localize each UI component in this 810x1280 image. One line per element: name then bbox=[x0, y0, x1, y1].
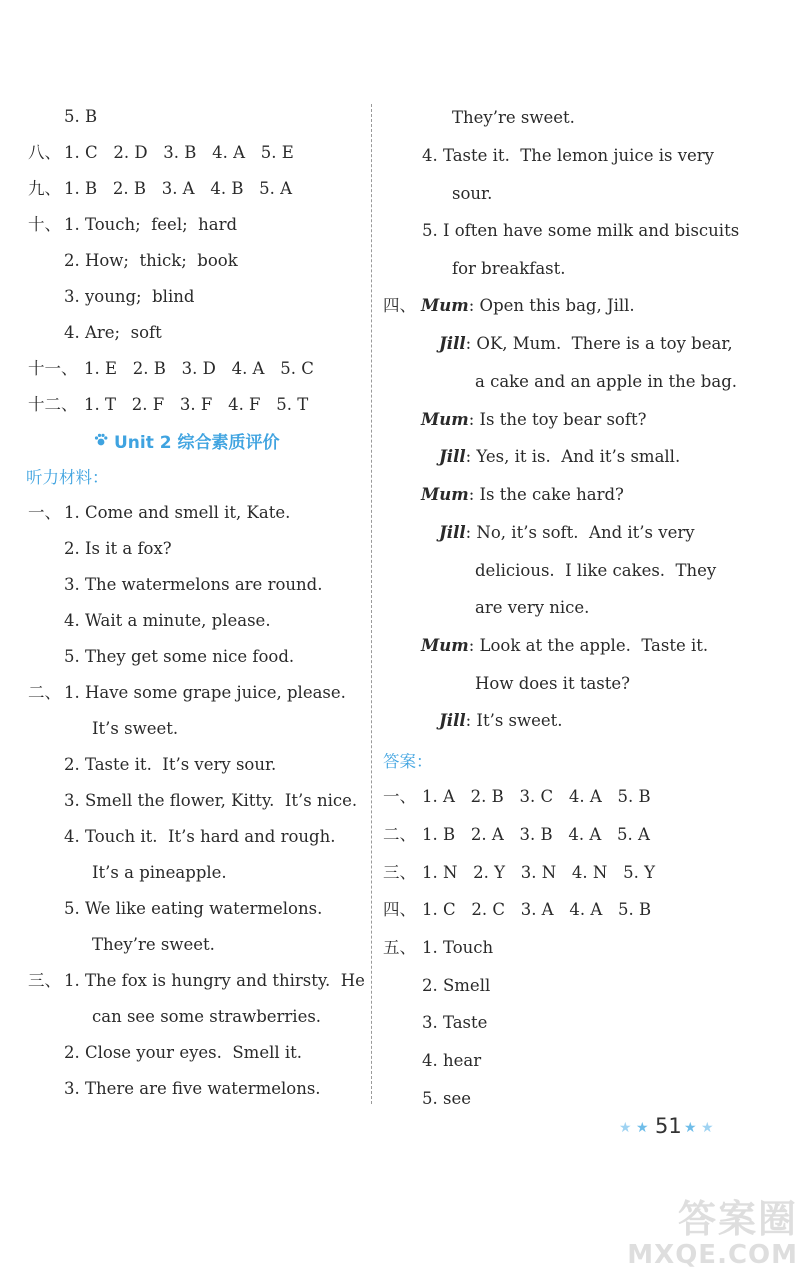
list-item: 4. Wait a minute, please. bbox=[64, 611, 271, 630]
star-icon: ★ bbox=[619, 1120, 632, 1136]
speaker-name: Jill bbox=[439, 711, 466, 730]
answer-line: 5. B bbox=[64, 107, 98, 126]
section-number: 一、 bbox=[383, 787, 416, 806]
dialogue-text: : Look at the apple. Taste it. bbox=[468, 636, 709, 655]
dialogue-continuation: are very nice. bbox=[475, 598, 590, 617]
speaker-name: Mum bbox=[421, 410, 469, 429]
answer-line: 1. N 2. Y 3. N 4. N 5. Y bbox=[422, 863, 655, 882]
watermark-logo-text: 答案圈 bbox=[677, 1197, 798, 1241]
list-item: 1. Come and smell it, Kate. bbox=[64, 503, 291, 522]
section-number: 三、 bbox=[28, 971, 61, 990]
column-divider bbox=[371, 104, 372, 1104]
speaker-name: Jill bbox=[439, 523, 466, 542]
section-number: 九、 bbox=[28, 179, 61, 198]
watermark-url: MXQE.COM bbox=[627, 1240, 798, 1270]
dialogue-line bbox=[421, 409, 646, 431]
list-item-continuation: for breakfast. bbox=[452, 259, 566, 278]
page-number: 51 bbox=[655, 1114, 682, 1138]
list-item: 5. I often have some milk and biscuits bbox=[422, 221, 740, 240]
answer-line: 1. Touch; feel; hard bbox=[64, 215, 238, 234]
dialogue-continuation: delicious. I like cakes. They bbox=[475, 561, 717, 580]
answer-line: 1. B 2. B 3. A 4. B 5. A bbox=[64, 179, 293, 198]
star-icon: ★ bbox=[684, 1120, 697, 1136]
section-number: 五、 bbox=[383, 938, 416, 957]
list-item: 2. Close your eyes. Smell it. bbox=[64, 1043, 303, 1062]
paw-icon bbox=[94, 433, 108, 447]
dialogue-continuation: a cake and an apple in the bag. bbox=[475, 372, 738, 391]
answer-line: 4. Are; soft bbox=[64, 323, 162, 342]
answer-line: 3. Taste bbox=[422, 1013, 488, 1032]
dialogue-line bbox=[439, 710, 563, 732]
list-item: 5. They get some nice food. bbox=[64, 647, 295, 666]
section-number: 二、 bbox=[28, 683, 61, 702]
answer-line: 1. A 2. B 3. C 4. A 5. B bbox=[422, 787, 651, 806]
answer-line: 1. C 2. C 3. A 4. A 5. B bbox=[422, 900, 652, 919]
star-icon: ★ bbox=[701, 1120, 714, 1136]
list-item-continuation: It’s sweet. bbox=[92, 719, 179, 738]
answer-line: 3. young; blind bbox=[64, 287, 195, 306]
dialogue-text: : Open this bag, Jill. bbox=[468, 296, 635, 315]
unit-title: Unit 2 综合素质评价 bbox=[114, 433, 280, 453]
section-number: 一、 bbox=[28, 503, 61, 522]
section-number: 十、 bbox=[28, 215, 61, 234]
section-number: 八、 bbox=[28, 143, 61, 162]
watermark bbox=[627, 1198, 798, 1270]
dialogue-line bbox=[421, 295, 635, 317]
speaker-name: Mum bbox=[421, 485, 469, 504]
speaker-name: Mum bbox=[421, 636, 469, 655]
dialogue-text: : No, it’s soft. And it’s very bbox=[465, 523, 695, 542]
section-number: 十一、 bbox=[28, 359, 78, 378]
speaker-name: Mum bbox=[421, 296, 469, 315]
answers-heading: 答案： bbox=[383, 752, 433, 771]
speaker-name: Jill bbox=[439, 447, 466, 466]
section-number: 二、 bbox=[383, 825, 416, 844]
answer-line: 2. Smell bbox=[422, 976, 491, 995]
list-item-continuation: It’s a pineapple. bbox=[92, 863, 227, 882]
answer-line: 1. C 2. D 3. B 4. A 5. E bbox=[64, 143, 294, 162]
list-item: 4. Taste it. The lemon juice is very bbox=[422, 146, 714, 165]
list-item-continuation: They’re sweet. bbox=[92, 935, 215, 954]
section-number: 四、 bbox=[383, 296, 416, 315]
list-item-continuation: sour. bbox=[452, 184, 493, 203]
answer-line: 4. hear bbox=[422, 1051, 482, 1070]
star-icon: ★ bbox=[636, 1120, 649, 1136]
listening-heading: 听力材料： bbox=[26, 468, 109, 487]
list-item: 3. There are five watermelons. bbox=[64, 1079, 321, 1098]
list-item: 5. We like eating watermelons. bbox=[64, 899, 323, 918]
answer-line: 1. Touch bbox=[422, 938, 494, 957]
dialogue-line bbox=[439, 333, 733, 355]
section-number: 十二、 bbox=[28, 395, 78, 414]
dialogue-line bbox=[421, 484, 624, 506]
dialogue-text: : OK, Mum. There is a toy bear, bbox=[465, 334, 733, 353]
dialogue-continuation: How does it taste? bbox=[475, 674, 630, 693]
dialogue-text: : Yes, it is. And it’s small. bbox=[465, 447, 681, 466]
answer-line: 2. How; thick; book bbox=[64, 251, 238, 270]
list-item: 4. Touch it. It’s hard and rough. bbox=[64, 827, 336, 846]
list-item: 1. Have some grape juice, please. bbox=[64, 683, 346, 702]
dialogue-text: : Is the cake hard? bbox=[468, 485, 624, 504]
section-number: 三、 bbox=[383, 863, 416, 882]
answer-line: 1. E 2. B 3. D 4. A 5. C bbox=[84, 359, 314, 378]
list-item: 1. The fox is hungry and thirsty. He bbox=[64, 971, 365, 990]
list-item: 3. Smell the flower, Kitty. It’s nice. bbox=[64, 791, 358, 810]
list-item-continuation: can see some strawberries. bbox=[92, 1007, 322, 1026]
dialogue-text: : Is the toy bear soft? bbox=[468, 410, 647, 429]
list-item: 3. The watermelons are round. bbox=[64, 575, 323, 594]
answer-line: 5. see bbox=[422, 1089, 471, 1108]
dialogue-line bbox=[439, 522, 695, 544]
list-item: 2. Is it a fox? bbox=[64, 539, 172, 558]
dialogue-line bbox=[421, 635, 708, 657]
dialogue-text: : It’s sweet. bbox=[465, 711, 563, 730]
list-item-continuation: They’re sweet. bbox=[452, 108, 575, 127]
section-number: 四、 bbox=[383, 900, 416, 919]
list-item: 2. Taste it. It’s very sour. bbox=[64, 755, 277, 774]
answer-line: 1. T 2. F 3. F 4. F 5. T bbox=[84, 395, 309, 414]
dialogue-line bbox=[439, 446, 680, 468]
answer-line: 1. B 2. A 3. B 4. A 5. A bbox=[422, 825, 650, 844]
speaker-name: Jill bbox=[439, 334, 466, 353]
